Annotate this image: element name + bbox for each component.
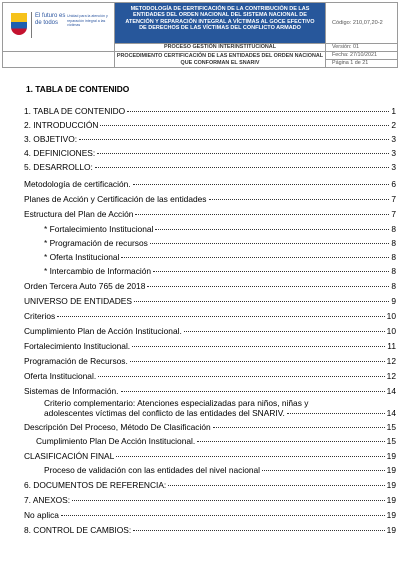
logo-slogan: El futuro es de todos	[35, 13, 66, 26]
toc-entry[interactable]: 8. CONTROL DE CAMBIOS: 19	[24, 525, 396, 535]
procedure-name: PROCEDIMIENTO CERTIFICACIÓN DE LAS ENTIDADES DEL ORDEN NACIONAL QUE CONFORMAN EL SNARIV	[115, 51, 326, 67]
toc-entry[interactable]: 1. TABLA DE CONTENIDO 1	[24, 106, 396, 116]
toc-entry[interactable]: 6. DOCUMENTOS DE REFERENCIA: 19	[24, 480, 396, 490]
toc-entry[interactable]: Programación de Recursos. 12	[24, 356, 396, 366]
document-version: Versión: 01	[326, 43, 397, 51]
toc-entry[interactable]: * Fortalecimiento Institucional 8	[44, 224, 396, 234]
toc-entry[interactable]: Planes de Acción y Certificación de las entidades 7	[24, 194, 396, 204]
toc-entry[interactable]: UNIVERSO DE ENTIDADES 9	[24, 296, 396, 306]
toc-entry[interactable]: 3. OBJETIVO: 3	[24, 134, 396, 144]
document-title-box	[115, 3, 326, 43]
toc-entry[interactable]: 4. DEFINICIONES: 3	[24, 148, 396, 158]
toc-entry[interactable]: 5. DESARROLLO: 3	[24, 162, 396, 172]
toc-entry[interactable]: Orden Tercera Auto 765 de 2018 8	[24, 281, 396, 291]
toc-entry[interactable]: Fortalecimiento Institucional. 11	[24, 341, 396, 351]
toc-entry[interactable]: * Intercambio de Información 8	[44, 266, 396, 276]
coat-of-arms-icon	[11, 13, 27, 35]
toc-heading: 1. TABLA DE CONTENIDO	[26, 84, 130, 94]
toc-entry[interactable]: 2. INTRODUCCIÓN 2	[24, 120, 396, 130]
toc-entry[interactable]: Cumplimiento Plan de Acción Institucional. 10	[24, 326, 396, 336]
document-date: Fecha: 27/10/2021	[326, 51, 397, 59]
toc-entry[interactable]: Cumplimiento Plan De Acción Institucional. 15	[36, 436, 396, 446]
toc-entry[interactable]: No aplica 19	[24, 510, 396, 520]
toc-entry[interactable]: Oferta Institucional. 12	[24, 371, 396, 381]
toc-entry[interactable]: Sistemas de Información. 14	[24, 386, 396, 396]
document-header	[2, 2, 398, 68]
toc-entry[interactable]: Descripción Del Proceso, Método De Clasificación 15	[24, 422, 396, 432]
logo-agency-name: Unidad para la atención y reparación integral a las víctimas	[67, 14, 108, 28]
toc-entry[interactable]: 7. ANEXOS: 19	[24, 495, 396, 505]
header-empty-cell	[3, 51, 115, 67]
page-number: Página 1 de 21	[326, 59, 397, 67]
logo-divider	[31, 12, 32, 38]
toc-entry-multiline[interactable]: Criterio complementario: Atenciones especializadas para niños, niñas y adolescentes víctimas del conflicto de las entidades del SNARIV. 14	[44, 398, 396, 418]
logo-block	[3, 3, 115, 51]
toc-entry[interactable]: Criterios 10	[24, 311, 396, 321]
toc-entry[interactable]: * Oferta Institucional 8	[44, 252, 396, 262]
document-code-box	[326, 3, 397, 43]
toc-entry[interactable]: * Programación de recursos 8	[44, 238, 396, 248]
process-name: PROCESO GESTIÓN INTERINSTITUCIONAL	[115, 43, 326, 51]
document-code: Código: 210,07,20-2	[332, 20, 383, 26]
toc-entry[interactable]: CLASIFICACIÓN FINAL 19	[24, 451, 396, 461]
toc-entry[interactable]: Estructura del Plan de Acción 7	[24, 209, 396, 219]
document-title: METODOLOGÍA DE CERTIFICACIÓN DE LA CONTRIBUCIÓN DE LAS ENTIDADES DEL ORDEN NACIONAL DEL SISTEMA NACIONAL DE ATENCIÓN Y REPARACIÓN INTEGRAL A VÍCTIMAS AL GOCE EFECTIVO DE DERECHOS DE LAS VÍCTIMAS DEL CONFLICTO ARMADO	[125, 6, 315, 31]
toc-entry[interactable]: Metodología de certificación. 6	[24, 179, 396, 189]
toc-entry[interactable]: Proceso de validación con las entidades del nivel nacional 19	[44, 465, 396, 475]
